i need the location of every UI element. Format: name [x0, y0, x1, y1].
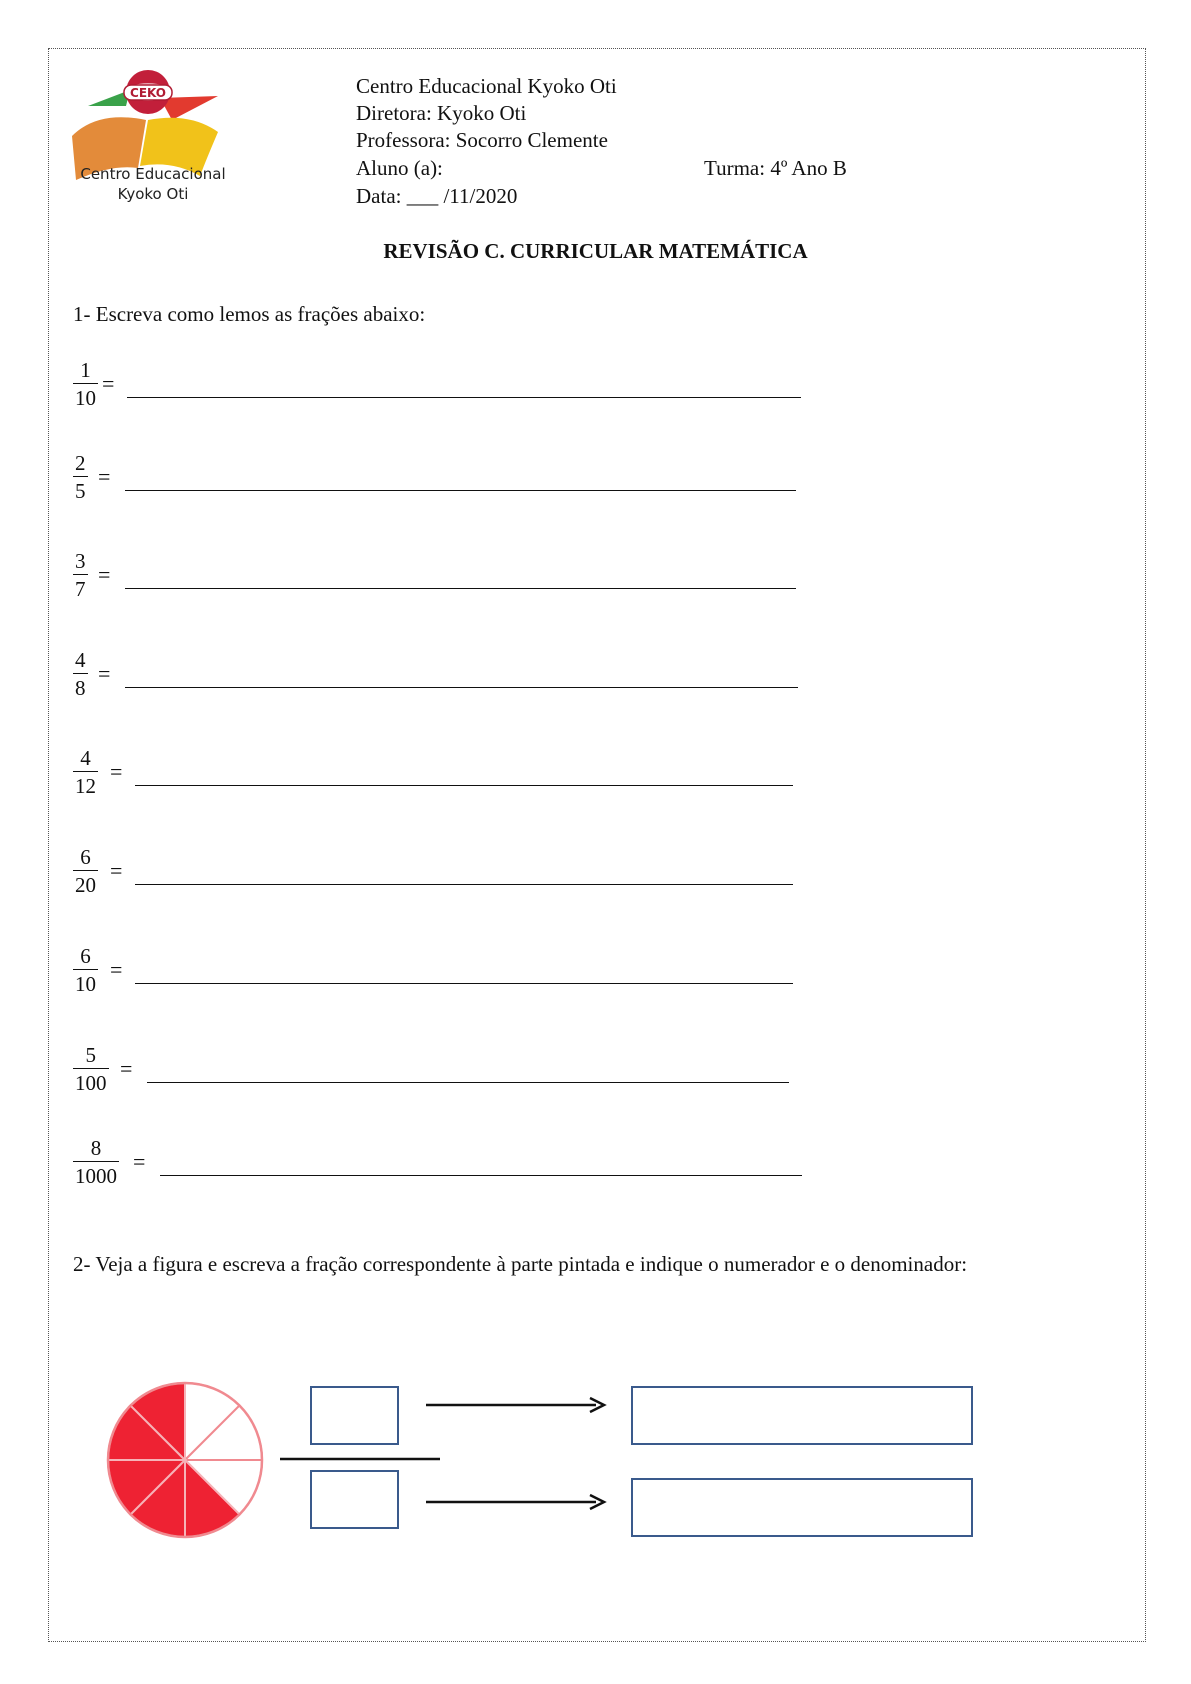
- equals-sign: =: [110, 957, 123, 982]
- equals-sign: =: [120, 1056, 133, 1081]
- page-border: [48, 48, 1146, 1642]
- fraction-3: [73, 549, 88, 601]
- fraction-numerator: 5: [85, 1043, 96, 1067]
- school-name: Centro Educacional Kyoko Oti: [356, 74, 617, 98]
- equals-sign: =: [98, 464, 111, 489]
- fraction-denominator: 12: [75, 774, 96, 798]
- page-title: REVISÃO C. CURRICULAR MATEMÁTICA: [383, 239, 808, 263]
- fraction-9: [73, 1136, 119, 1188]
- fraction-denominator: 10: [75, 972, 96, 996]
- fraction-numerator: 1: [80, 358, 91, 382]
- answer-line[interactable]: [125, 490, 796, 491]
- class-line: Turma: 4º Ano B: [704, 156, 847, 180]
- fraction-bar: [73, 969, 98, 970]
- answer-line[interactable]: [160, 1175, 802, 1176]
- equals-sign: =: [102, 371, 115, 396]
- fraction-denominator: 5: [75, 479, 86, 503]
- logo-badge-text: CEKO: [130, 86, 166, 100]
- question-2-prompt: 2- Veja a figura e escreva a fração correspondente à parte pintada e indique o numerador e o denominador:: [73, 1252, 968, 1276]
- fraction-bar: [73, 870, 98, 871]
- equals-sign: =: [110, 858, 123, 883]
- fraction-2: [73, 451, 88, 503]
- equals-sign: =: [133, 1149, 146, 1174]
- logo-caption-line1: Centro Educacional: [80, 165, 226, 183]
- fraction-bar: [73, 574, 88, 575]
- equals-sign: =: [98, 562, 111, 587]
- fraction-1: [73, 358, 98, 410]
- fraction-4: [73, 648, 88, 700]
- question-1-prompt: 1- Escreva como lemos as frações abaixo:: [73, 302, 426, 326]
- student-label: Aluno (a):: [356, 156, 443, 180]
- fraction-8: [73, 1043, 109, 1095]
- teacher-line: Professora: Socorro Clemente: [356, 128, 608, 152]
- equals-sign: =: [110, 759, 123, 784]
- fraction-6: [73, 845, 98, 897]
- fraction-5: [73, 746, 98, 798]
- fraction-7: [73, 944, 98, 996]
- fraction-numerator: 4: [75, 648, 86, 672]
- fraction-bar: [73, 476, 88, 477]
- fraction-numerator: 2: [75, 451, 86, 475]
- fraction-denominator: 8: [75, 676, 86, 700]
- answer-line[interactable]: [135, 884, 793, 885]
- answer-line[interactable]: [125, 588, 796, 589]
- date-line: Data: ___ /11/2020: [356, 184, 518, 208]
- fraction-bar: [73, 1068, 109, 1069]
- fraction-numerator: 4: [80, 746, 91, 770]
- fraction-bar: [73, 383, 98, 384]
- answer-line[interactable]: [127, 397, 801, 398]
- answer-line[interactable]: [135, 785, 793, 786]
- fraction-denominator: 10: [75, 386, 96, 410]
- equals-sign: =: [98, 661, 111, 686]
- fraction-numerator: 6: [80, 944, 91, 968]
- fraction-denominator: 100: [75, 1071, 107, 1095]
- fraction-denominator: 20: [75, 873, 96, 897]
- fraction-bar: [73, 673, 88, 674]
- answer-line[interactable]: [147, 1082, 789, 1083]
- fraction-denominator: 7: [75, 577, 86, 601]
- fraction-denominator: 1000: [75, 1164, 117, 1188]
- fraction-numerator: 8: [90, 1136, 102, 1160]
- logo-caption-line2: Kyoko Oti: [117, 185, 189, 203]
- answer-line[interactable]: [125, 687, 798, 688]
- logo-caption: [68, 164, 238, 204]
- fraction-bar: [73, 771, 98, 772]
- fraction-bar: [73, 1161, 119, 1162]
- director-line: Diretora: Kyoko Oti: [356, 101, 527, 125]
- answer-line[interactable]: [135, 983, 793, 984]
- fraction-numerator: 3: [75, 549, 86, 573]
- fraction-numerator: 6: [80, 845, 91, 869]
